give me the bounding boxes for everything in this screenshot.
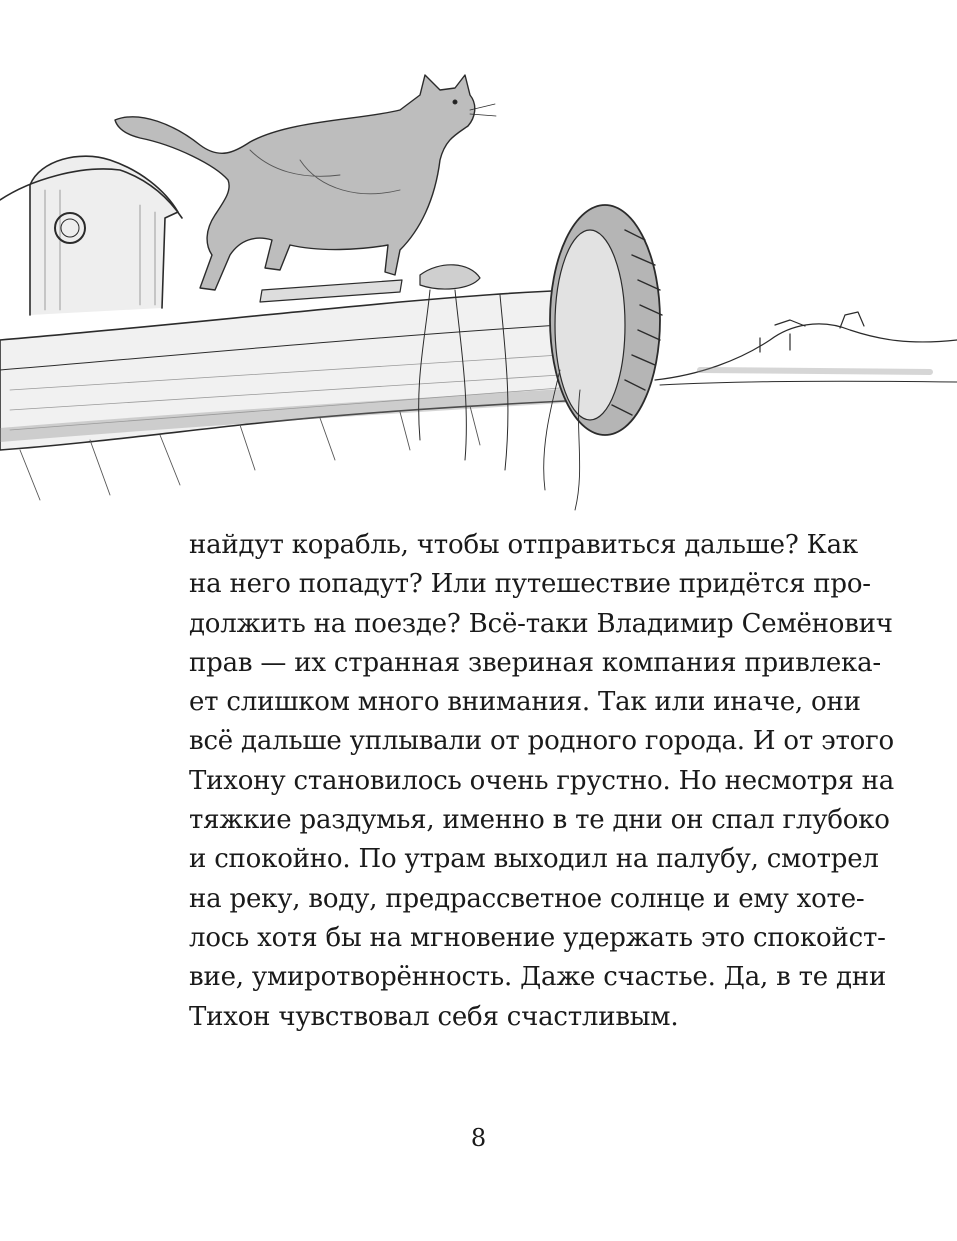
text-line: всё дальше уплывали от родного города. И от этого	[189, 726, 894, 757]
text-line: лось хотя бы на мгновение удержать это спокойст-	[189, 922, 886, 953]
page-number: 8	[470, 1124, 487, 1152]
text-line: вие, умиротворённость. Даже счастье. Да, в те дни	[189, 962, 887, 993]
text-line: Тихон чувствовал себя счастливым.	[189, 1001, 679, 1032]
text-line: на него попадут? Или путешествие придётся про-	[189, 569, 871, 600]
cat-on-boat-illustration	[0, 40, 957, 520]
text-line: Тихону становилось очень грустно. Но несмотря на	[189, 765, 895, 796]
text-line: и спокойно. По утрам выходил на палубу, смотрел	[189, 844, 879, 875]
text-line: прав — их странная звериная компания привлека-	[189, 647, 881, 678]
body-text	[189, 526, 895, 1037]
text-line: должить на поезде? Всё-таки Владимир Семёнович	[189, 608, 893, 639]
text-line: на реку, воду, предрассветное солнце и ему хоте-	[189, 883, 865, 914]
text-line: ет слишком много внимания. Так или иначе, они	[189, 687, 861, 718]
text-line: тяжкие раздумья, именно в те дни он спал глубоко	[189, 805, 890, 836]
text-line: найдут корабль, чтобы отправиться дальше? Как	[189, 530, 858, 560]
